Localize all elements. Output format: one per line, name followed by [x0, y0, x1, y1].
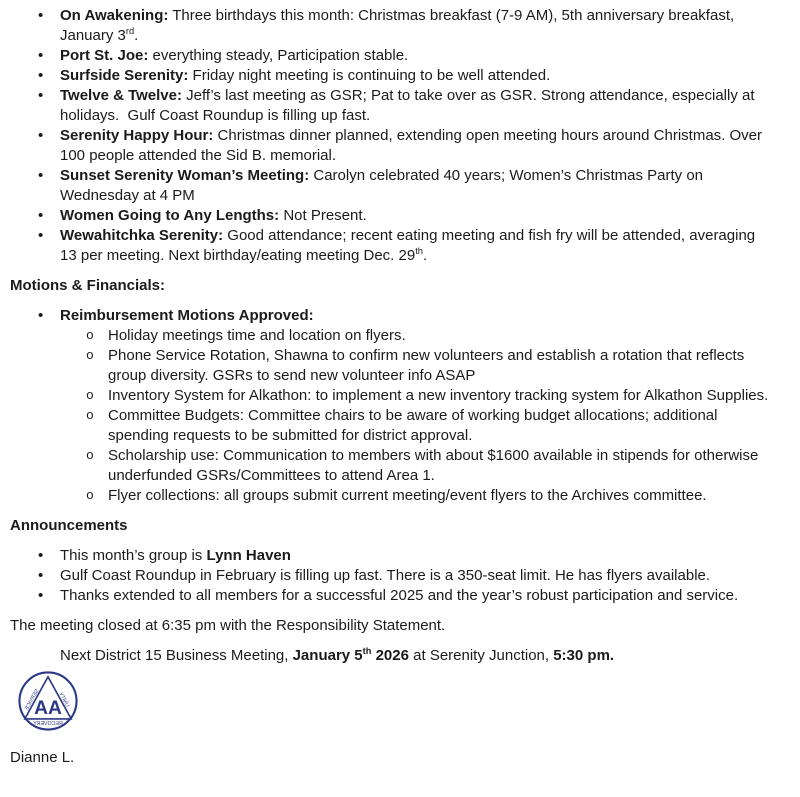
group-report-port-st-joe: • Port St. Joe: everything steady, Participation stable.: [10, 46, 772, 66]
announcement-gulf-coast: • Gulf Coast Roundup in February is filling up fast. There is a 350-seat limit. He has flyers available.: [10, 566, 772, 586]
motion-inventory-system: o Inventory System for Alkathon: to implement a new inventory tracking system for Alkathon Supplies.: [10, 386, 772, 406]
group-report-any-lengths: • Women Going to Any Lengths: Not Present.: [10, 206, 772, 226]
logo-word-bottom: RECOVERY: [33, 721, 63, 728]
group-report-happy-hour: • Serenity Happy Hour: Christmas dinner planned, extending open meeting hours around Christmas. Over 100 people attended the Sid B. memorial.: [10, 126, 772, 166]
motion-holiday-flyers: o Holiday meetings time and location on flyers.: [10, 326, 772, 346]
announcements-heading: Announcements: [10, 517, 128, 534]
closing-statement: The meeting closed at 6:35 pm with the Responsibility Statement.: [10, 617, 446, 634]
group-report-twelve-twelve: • Twelve & Twelve: Jeff’s last meeting as GSR; Pat to take over as GSR. Strong attendance, especially at holidays. Gulf Coast Roundup is filling up fast.: [10, 86, 772, 126]
group-report-on-awakening: • On Awakening: Three birthdays this month: Christmas breakfast (7-9 AM), 5th anniversary breakfast, January 3rd.: [10, 6, 772, 46]
motion-flyer-collections: o Flyer collections: all groups submit current meeting/event flyers to the Archives committee.: [10, 486, 772, 506]
logo-word-left: UNITY: [57, 691, 71, 709]
motion-committee-budgets: o Committee Budgets: Committee chairs to be aware of working budget allocations; additional spending requests to be submitted for district approval.: [10, 406, 772, 446]
announcement-thanks: • Thanks extended to all members for a successful 2025 and the year’s robust participation and service.: [10, 586, 772, 606]
aa-monogram: AA: [34, 698, 62, 720]
motion-phone-rotation: o Phone Service Rotation, Shawna to confirm new volunteers and establish a rotation that reflects group diversity. GSRs to send new volunteer info ASAP: [10, 346, 772, 386]
announcement-monthly-group: • This month’s group is Lynn Haven: [10, 546, 772, 566]
group-report-surfside: • Surfside Serenity: Friday night meeting is continuing to be well attended.: [10, 66, 772, 86]
signature: Dianne L.: [10, 749, 75, 766]
logo-word-right: SERVICE: [24, 688, 41, 712]
meeting-minutes-page: [10, 6, 772, 768]
group-report-sunset: • Sunset Serenity Woman’s Meeting: Carolyn celebrated 40 years; Women’s Christmas Party on Wednesday at 4 PM: [10, 166, 772, 206]
motions-financials-heading: Motions & Financials:: [10, 277, 166, 294]
motions-sub-list: [10, 326, 772, 506]
group-reports-list: [10, 6, 772, 266]
reimbursement-motions-item: • Reimbursement Motions Approved:: [10, 306, 772, 326]
group-report-wewahitchka: • Wewahitchka Serenity: Good attendance; recent eating meeting and fish fry will be attended, averaging 13 per meeting. Next birthday/eating meeting Dec. 29th.: [10, 226, 772, 266]
aa-logo-icon: [17, 670, 79, 732]
announcements-list: [10, 546, 772, 606]
next-meeting-line: Next District 15 Business Meeting, January 5th 2026 at Serenity Junction, 5:30 pm.: [60, 646, 615, 664]
motion-scholarship-use: o Scholarship use: Communication to members with about $1600 available in stipends for otherwise underfunded GSRs/Committees to attend Area 1.: [10, 446, 772, 486]
